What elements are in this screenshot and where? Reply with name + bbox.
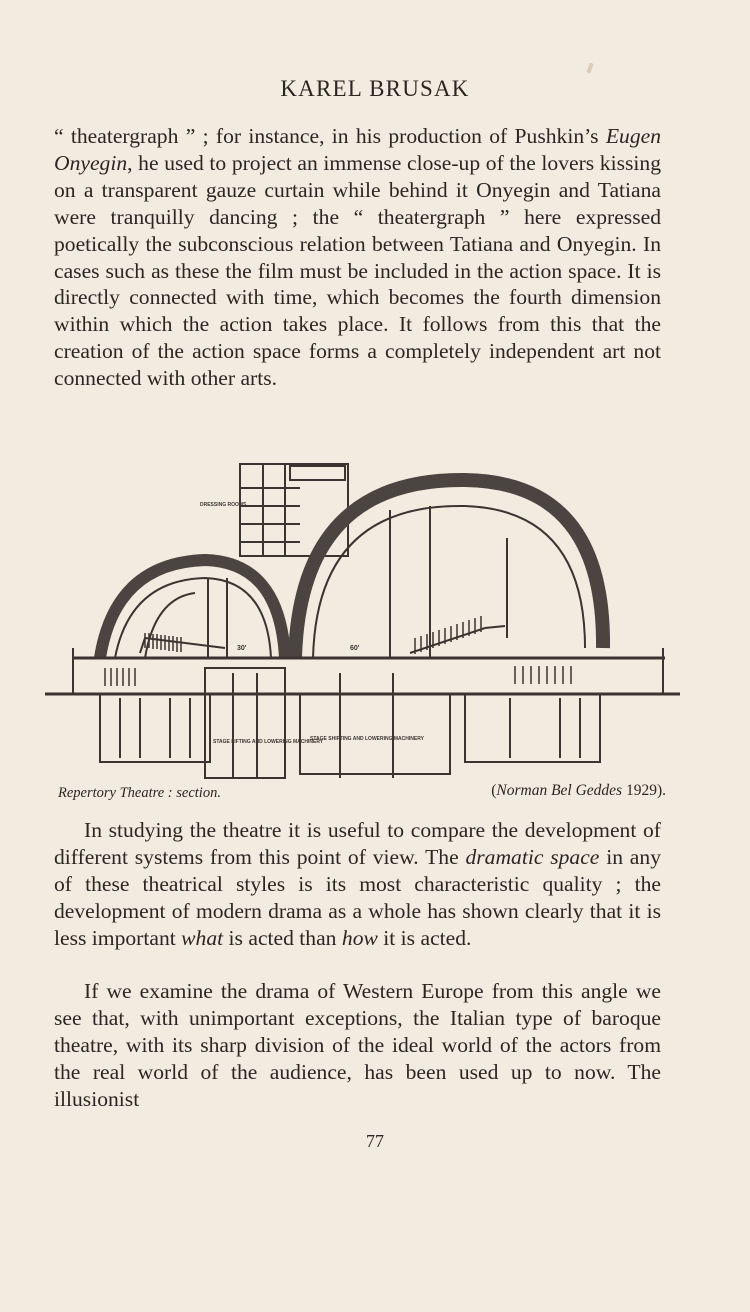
italic-phrase: dramatic space <box>465 844 600 869</box>
running-head: KAREL BRUSAK <box>280 76 470 101</box>
theatre-section-drawing <box>45 458 685 788</box>
text-run: in any of these theatrical styles is its most characteristic quality ; the development of modern drama as a whole has shown clearly that it is less important <box>54 844 661 950</box>
paragraph-2 <box>54 817 661 952</box>
figure-credit: (Norman Bel Geddes 1929). <box>491 782 666 799</box>
figure-caption: Repertory Theatre : section. <box>58 785 221 801</box>
dressing-rooms-label: DRESSING ROOMS <box>200 502 247 508</box>
text-run: it is acted. <box>377 925 472 950</box>
credit-author: Norman Bel Geddes <box>496 782 623 799</box>
dimension-label-30: 30' <box>237 645 247 652</box>
text-run: , he used to project an immense close-up of the lovers kissing on a transparent gauze curtain while behind it Onyegin and Tatiana were tranquilly dancing ; the “ theatergraph ” here expressed poetically the subconscious relation between Tatiana and Onyegin. In cases such as these the film must be included in the action space. It is directly connected with time, which becomes the fourth dimension within which the action takes place. It follows from this that the creation of the action space forms a completely independent art not connected with other arts. <box>54 150 661 391</box>
paragraph-3 <box>54 978 661 1113</box>
text-run: “ theatergraph ” ; for instance, in his production of Pushkin’s <box>54 124 606 148</box>
page-number: 77 <box>366 1131 384 1151</box>
text-run: is acted than <box>223 925 342 950</box>
paper-mark <box>586 63 593 74</box>
text-run: In studying the theatre it is useful to compare the development of different systems from this point of view. The <box>54 818 661 869</box>
paragraph-1 <box>54 123 661 392</box>
text-run: If we examine the drama of Western Europe from this angle we see that, with unimportant exceptions, the Italian type of baroque theatre, with its sharp division of the ideal world of the actors from the real world of the audience, has been used up to now. The illusionist <box>54 979 661 1111</box>
credit-year: 1929 <box>625 782 657 799</box>
italic-phrase: Eugen Onyegin <box>54 124 661 175</box>
stage-shift-label: STAGE SHIFTING AND LOWERING MACHINERY <box>310 736 424 742</box>
dimension-label-60: 60' <box>350 645 360 652</box>
italic-phrase: what <box>181 925 224 950</box>
italic-phrase: how <box>341 925 378 950</box>
stage-lift-label: STAGE LIFTING AND LOWERING MACHINERY <box>213 739 324 745</box>
